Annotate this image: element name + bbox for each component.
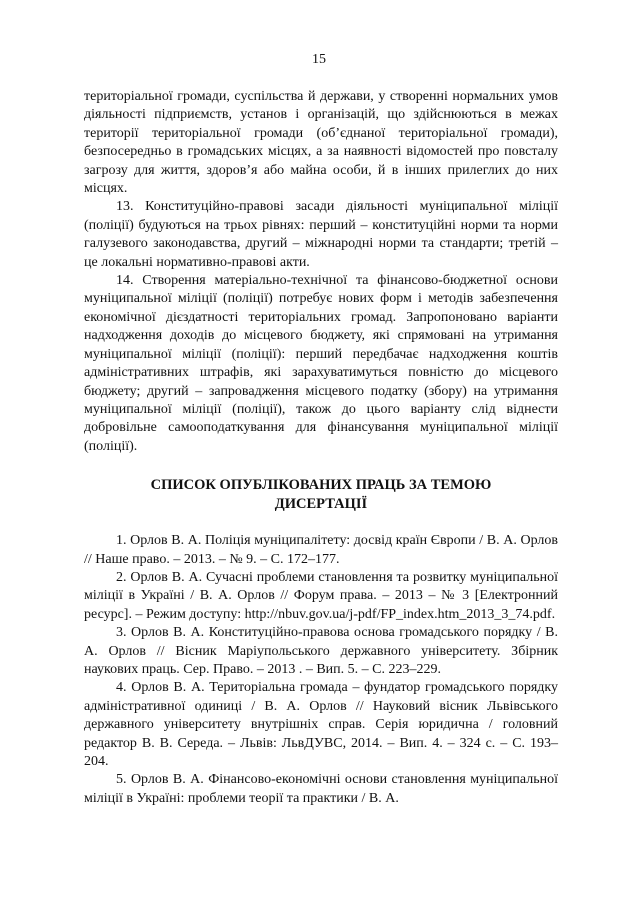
body-paragraph-14: 14. Створення матеріально-технічної та фінансово-бюджетної основи муніципальної міліції (поліції) потребує нових форм і методів забезпечення економічної дієздатності територіальних громад. Запропоновано варіанти надходження доходів до місцевого бюджету, які спрямовані на утримання муніципальної міліції (поліції): перший передбачає надходження коштів адміністративних штрафів, які зарахуватимуться повністю до місцевого бюджету; другий – запровадження місцевого податку (збору) на утримання муніципальної міліції (поліції), також до цього варіанту слід віднести добровільне самооподаткування для фінансування муніципальної міліції (поліції).	[84, 273, 558, 454]
publication-item-2: 2. Орлов В. А. Сучасні проблеми становлення та розвитку муніципальної міліції в Україні / В. А. Орлов // Форум права. – 2013 – № 3 [Електронний ресурс]. – Режим доступу: http://nbuv.gov.ua/j-pdf/FP_index.htm_2013_3_74.pdf.	[84, 569, 558, 622]
publications-heading-line-2: ДИСЕРТАЦІЇ	[274, 496, 368, 513]
publication-item-3: 3. Орлов В. А. Конституційно-правова основа громадського порядку / В. А. Орлов // Вісник Маріупольського державного університету. Збірник наукових праць. Сер. Право. – 2013 . – Вип. 5. – С. 223–229.	[84, 625, 558, 677]
publication-item-5: 5. Орлов В. А. Фінансово-економічні основи становлення муніципальної міліції в Україні: проблеми теорії та практики / В. А.	[84, 772, 558, 806]
body-paragraph-13: 13. Конституційно-правові засади діяльності муніципальної міліції (поліції) будуються на трьох рівнях: перший – конституційні норми та норми галузевого законодавства, другий – міжнародні норми та стандарти; третій – це локальні нормативно-правові акти.	[84, 199, 558, 270]
page-number: 15	[312, 52, 326, 67]
body-paragraph-continuation: територіальної громади, суспільства й держави, у створенні нормальних умов діяльності підприємств, установ і організацій, що здійснюються в межах території територіальної громади (об’єднаної територіальної громади), безпосередньо в громадських місцях, а за наявності відомостей про повсталу загрозу для життя, здоров’я або майна особи, й в інших прилеглих до них місцях.	[84, 89, 558, 197]
publication-item-1: 1. Орлов В. А. Поліція муніципалітету: досвід країн Європи / В. А. Орлов // Наше право. – 2013. – № 9. – С. 172–177.	[84, 533, 558, 567]
publications-heading	[84, 476, 558, 514]
page-body	[84, 88, 558, 808]
publication-item-4: 4. Орлов В. А. Територіальна громада – фундатор громадського порядку адміністративної одиниці / В. А. Орлов // Науковий вісник Львівського державного університету внутрішніх справ. Серія юридична / головний редактор В. В. Середа. – Львів: ЛьвДУВС, 2014. – Вип. 4. – 324 с. – С. 193–204.	[84, 680, 558, 769]
publications-heading-line-1: СПИСОК ОПУБЛІКОВАНИХ ПРАЦЬ ЗА ТЕМОЮ	[150, 477, 492, 494]
